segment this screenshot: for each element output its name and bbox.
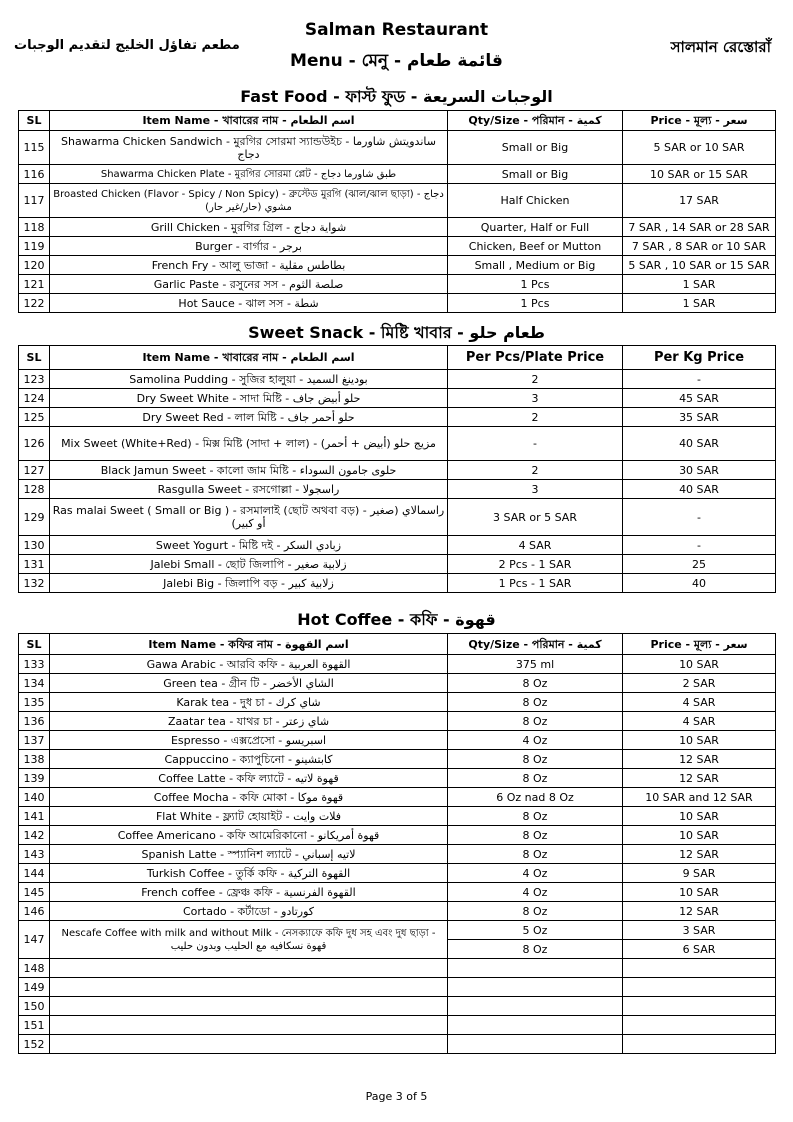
item-qty: 2 <box>448 461 623 480</box>
item-price: 12 SAR <box>623 845 776 864</box>
item-qty: 1 Pcs <box>448 294 623 313</box>
item-price: 6 SAR <box>623 940 776 959</box>
item-name: Coffee Americano - কফি আমেরিকানো - قهوة أمريكانو <box>50 826 448 845</box>
table-row <box>19 864 776 883</box>
item-qty: 3 <box>448 480 623 499</box>
item-qty: Half Chicken <box>448 184 623 218</box>
item-qty: Small , Medium or Big <box>448 256 623 275</box>
empty-cell <box>448 1016 623 1035</box>
item-name: Ras malai Sweet ( Small or Big ) - রসমালাই (ছোট অথবা বড়) - راسمالاي (صغير أو كبير) <box>50 499 448 536</box>
item-qty: 8 Oz <box>448 807 623 826</box>
item-name: Coffee Latte - কফি ল্যাটে - قهوة لاتيه <box>50 769 448 788</box>
section-title-sweet-snack: Sweet Snack - মিষ্টি খাবার - طعام حلو <box>248 323 545 342</box>
table-row <box>19 370 776 389</box>
item-name: Black Jamun Sweet - কালো জাম মিষ্টি - حلوى جامون السوداء <box>50 461 448 480</box>
sweet-snack-table <box>18 345 776 593</box>
item-price: 1 SAR <box>623 275 776 294</box>
row-sl: 148 <box>19 959 50 978</box>
column-header-item-name: Item Name - খাবারের নাম - اسم الطعام <box>50 111 448 131</box>
column-header-item-name: Item Name - কফির নাম - اسم القهوة <box>50 634 448 655</box>
hot-coffee-table <box>18 633 776 1054</box>
item-name: Jalebi Big - জিলাপি বড় - زلابية كبير <box>50 574 448 593</box>
empty-cell <box>623 959 776 978</box>
row-sl: 146 <box>19 902 50 921</box>
row-sl: 122 <box>19 294 50 313</box>
column-header-price: Price - মূল্য - سعر <box>623 111 776 131</box>
table-row <box>19 731 776 750</box>
item-price: 4 SAR <box>623 712 776 731</box>
item-qty: Small or Big <box>448 131 623 165</box>
bengali-restaurant-name: সালমান রেস্তোরাঁ <box>670 38 771 56</box>
item-name: Samolina Pudding - সুজির হালুয়া - بودينغ السميد <box>50 370 448 389</box>
page-header <box>0 18 793 74</box>
item-qty: 3 SAR or 5 SAR <box>448 499 623 536</box>
row-sl: 130 <box>19 536 50 555</box>
row-sl: 123 <box>19 370 50 389</box>
item-qty: 8 Oz <box>448 712 623 731</box>
table-row <box>19 921 776 940</box>
item-name: Shawarma Chicken Plate - মুরগির সোরমা প্লেট - طبق شاورما دجاج <box>50 165 448 184</box>
row-sl: 132 <box>19 574 50 593</box>
row-sl: 136 <box>19 712 50 731</box>
item-price: 10 SAR <box>623 883 776 902</box>
table-row <box>19 480 776 499</box>
item-price: 35 SAR <box>623 408 776 427</box>
row-sl: 124 <box>19 389 50 408</box>
item-qty: 375 ml <box>448 655 623 674</box>
item-name: Zaatar tea - যাথর চা - شاي زعتر <box>50 712 448 731</box>
item-name: Cortado - কর্টাডো - كورتادو <box>50 902 448 921</box>
row-sl: 137 <box>19 731 50 750</box>
column-header-item-name: Item Name - খাবারের নাম - اسم الطعام <box>50 346 448 370</box>
column-header-sl: SL <box>19 634 50 655</box>
empty-cell <box>50 1016 448 1035</box>
row-sl: 135 <box>19 693 50 712</box>
table-row <box>19 712 776 731</box>
row-sl: 143 <box>19 845 50 864</box>
item-price: 10 SAR or 15 SAR <box>623 165 776 184</box>
item-name: French coffee - ফ্রেঞ্চ কফি - القهوة الفرنسية <box>50 883 448 902</box>
row-sl: 147 <box>19 921 50 959</box>
item-price: 17 SAR <box>623 184 776 218</box>
item-qty: 8 Oz <box>448 826 623 845</box>
table-row <box>19 218 776 237</box>
page-number: Page 3 of 5 <box>365 1090 428 1103</box>
column-header-sl: SL <box>19 346 50 370</box>
arabic-restaurant-name: مطعم تفاؤل الخليج لتقديم الوجبات <box>14 38 240 53</box>
item-qty: 5 Oz <box>448 921 623 940</box>
empty-table-row <box>19 1016 776 1035</box>
item-name: Jalebi Small - ছোট জিলাপি - زلابية صغير <box>50 555 448 574</box>
row-sl: 149 <box>19 978 50 997</box>
row-sl: 141 <box>19 807 50 826</box>
item-price: 10 SAR <box>623 655 776 674</box>
row-sl: 120 <box>19 256 50 275</box>
row-sl: 121 <box>19 275 50 294</box>
item-price: - <box>623 370 776 389</box>
item-name: Spanish Latte - স্প্যানিশ ল্যাটে - لاتيه إسباني <box>50 845 448 864</box>
item-qty: 2 <box>448 408 623 427</box>
row-sl: 139 <box>19 769 50 788</box>
item-name: Flat White - ফ্ল্যাট হোয়াইট - فلات وايت <box>50 807 448 826</box>
empty-cell <box>623 997 776 1016</box>
section-title-fast-food: Fast Food - ফাস্ট ফুড - الوجبات السريعة <box>240 87 553 106</box>
empty-cell <box>50 997 448 1016</box>
item-qty: 4 SAR <box>448 536 623 555</box>
item-price: 10 SAR <box>623 731 776 750</box>
item-price: 40 SAR <box>623 480 776 499</box>
table-row <box>19 750 776 769</box>
item-name: Coffee Mocha - কফি মোকা - قهوة موكا <box>50 788 448 807</box>
item-qty: 2 <box>448 370 623 389</box>
row-sl: 134 <box>19 674 50 693</box>
item-qty: Small or Big <box>448 165 623 184</box>
item-price: 2 SAR <box>623 674 776 693</box>
item-price: - <box>623 536 776 555</box>
empty-cell <box>50 978 448 997</box>
item-price: 5 SAR , 10 SAR or 15 SAR <box>623 256 776 275</box>
item-qty: 3 <box>448 389 623 408</box>
table-row <box>19 184 776 218</box>
table-row <box>19 807 776 826</box>
row-sl: 144 <box>19 864 50 883</box>
item-price: 30 SAR <box>623 461 776 480</box>
empty-cell <box>623 978 776 997</box>
row-sl: 118 <box>19 218 50 237</box>
item-price: 5 SAR or 10 SAR <box>623 131 776 165</box>
item-price: 4 SAR <box>623 693 776 712</box>
table-row <box>19 256 776 275</box>
item-qty: 4 Oz <box>448 864 623 883</box>
item-name: Turkish Coffee - তুর্কি কফি - القهوة التركية <box>50 864 448 883</box>
table-row <box>19 655 776 674</box>
column-header-per-kg-price: Per Kg Price <box>623 346 776 370</box>
table-row <box>19 788 776 807</box>
item-price: 45 SAR <box>623 389 776 408</box>
row-sl: 116 <box>19 165 50 184</box>
item-qty: 6 Oz nad 8 Oz <box>448 788 623 807</box>
item-qty: 8 Oz <box>448 845 623 864</box>
row-sl: 127 <box>19 461 50 480</box>
item-price: 7 SAR , 8 SAR or 10 SAR <box>623 237 776 256</box>
empty-cell <box>448 1035 623 1054</box>
row-sl: 150 <box>19 997 50 1016</box>
item-name: Dry Sweet Red - লাল মিষ্টি - حلو أحمر جاف <box>50 408 448 427</box>
table-row <box>19 769 776 788</box>
empty-table-row <box>19 978 776 997</box>
item-name: Karak tea - দুধ চা - شاي كرك <box>50 693 448 712</box>
item-name: Broasted Chicken (Flavor - Spicy / Non Spicy) - ব্রুস্টেড মুরগি (ঝাল/ঝাল ছাড়া) - دجاج مشوي (حار/غير حار) <box>50 184 448 218</box>
row-sl: 119 <box>19 237 50 256</box>
item-name: Sweet Yogurt - মিষ্টি দই - زبادي السكر <box>50 536 448 555</box>
item-price: 40 <box>623 574 776 593</box>
row-sl: 128 <box>19 480 50 499</box>
table-row <box>19 555 776 574</box>
table-row <box>19 427 776 461</box>
table-row <box>19 674 776 693</box>
item-price: 25 <box>623 555 776 574</box>
fast-food-table <box>18 110 776 313</box>
item-name: Hot Sauce - ঝাল সস - شطة <box>50 294 448 313</box>
item-name: Espresso - এক্সপ্রেসো - اسبريسو <box>50 731 448 750</box>
item-price: 40 SAR <box>623 427 776 461</box>
item-name: Burger - বার্গার - برجر <box>50 237 448 256</box>
empty-cell <box>448 978 623 997</box>
item-qty: 8 Oz <box>448 940 623 959</box>
row-sl: 151 <box>19 1016 50 1035</box>
table-row <box>19 165 776 184</box>
table-row <box>19 902 776 921</box>
empty-cell <box>448 997 623 1016</box>
item-name: Nescafe Coffee with milk and without Milk - নেসক্যাফে কফি দুধ সহ এবং দুধ ছাড়া - قهوة نسكافيه مع الحليب وبدون حليب <box>50 921 448 959</box>
item-name: Mix Sweet (White+Red) - মিক্স মিষ্টি (সাদা + লাল) - مزيج حلو (أبيض + أحمر) <box>50 427 448 461</box>
table-row <box>19 389 776 408</box>
table-row <box>19 693 776 712</box>
item-qty: 8 Oz <box>448 902 623 921</box>
menu-title: Menu - মেনু - قائمة طعام <box>290 51 503 71</box>
item-price: - <box>623 499 776 536</box>
item-name: Cappuccino - ক্যাপুচিনো - كابتشينو <box>50 750 448 769</box>
empty-table-row <box>19 959 776 978</box>
item-price: 9 SAR <box>623 864 776 883</box>
item-name: Green tea - গ্রীন টি - الشاي الأخضر <box>50 674 448 693</box>
empty-cell <box>50 959 448 978</box>
row-sl: 117 <box>19 184 50 218</box>
table-row <box>19 131 776 165</box>
item-qty: 8 Oz <box>448 769 623 788</box>
row-sl: 126 <box>19 427 50 461</box>
item-qty: Quarter, Half or Full <box>448 218 623 237</box>
item-name: Rasgulla Sweet - রসগোল্লা - راسجولا <box>50 480 448 499</box>
item-qty: 2 Pcs - 1 SAR <box>448 555 623 574</box>
row-sl: 152 <box>19 1035 50 1054</box>
empty-table-row <box>19 1035 776 1054</box>
row-sl: 140 <box>19 788 50 807</box>
table-row <box>19 499 776 536</box>
item-price: 10 SAR and 12 SAR <box>623 788 776 807</box>
item-price: 1 SAR <box>623 294 776 313</box>
empty-cell <box>623 1016 776 1035</box>
empty-cell <box>448 959 623 978</box>
table-row <box>19 461 776 480</box>
item-qty: 1 Pcs - 1 SAR <box>448 574 623 593</box>
row-sl: 129 <box>19 499 50 536</box>
empty-table-row <box>19 997 776 1016</box>
item-qty: 4 Oz <box>448 883 623 902</box>
column-header-per-pcs-price: Per Pcs/Plate Price <box>448 346 623 370</box>
table-row <box>19 574 776 593</box>
row-sl: 142 <box>19 826 50 845</box>
item-qty: 8 Oz <box>448 674 623 693</box>
item-name: Gawa Arabic - আরবি কফি - القهوة العربية <box>50 655 448 674</box>
table-row <box>19 883 776 902</box>
item-price: 12 SAR <box>623 769 776 788</box>
item-name: Garlic Paste - রসুনের সস - صلصة الثوم <box>50 275 448 294</box>
item-qty: 4 Oz <box>448 731 623 750</box>
item-price: 12 SAR <box>623 902 776 921</box>
column-header-price: Price - মূল্য - سعر <box>623 634 776 655</box>
table-row <box>19 845 776 864</box>
item-price: 12 SAR <box>623 750 776 769</box>
section-title-hot-coffee: Hot Coffee - কফি - قهوة <box>297 610 496 629</box>
column-header-sl: SL <box>19 111 50 131</box>
column-header-qty: Qty/Size - পরিমান - كمية <box>448 634 623 655</box>
item-price: 3 SAR <box>623 921 776 940</box>
item-qty: 8 Oz <box>448 750 623 769</box>
table-row <box>19 237 776 256</box>
item-qty: 1 Pcs <box>448 275 623 294</box>
row-sl: 145 <box>19 883 50 902</box>
item-price: 10 SAR <box>623 807 776 826</box>
column-header-qty: Qty/Size - পরিমান - كمية <box>448 111 623 131</box>
item-price: 7 SAR , 14 SAR or 28 SAR <box>623 218 776 237</box>
empty-cell <box>50 1035 448 1054</box>
row-sl: 133 <box>19 655 50 674</box>
row-sl: 138 <box>19 750 50 769</box>
row-sl: 125 <box>19 408 50 427</box>
row-sl: 115 <box>19 131 50 165</box>
item-name: French Fry - আলু ভাজা - بطاطس مقلية <box>50 256 448 275</box>
item-name: Grill Chicken - মুরগির গ্রিল - شواية دجاج <box>50 218 448 237</box>
item-price: 10 SAR <box>623 826 776 845</box>
table-row <box>19 408 776 427</box>
table-row <box>19 826 776 845</box>
item-name: Dry Sweet White - সাদা মিষ্টি - حلو أبيض جاف <box>50 389 448 408</box>
item-qty: - <box>448 427 623 461</box>
table-row <box>19 275 776 294</box>
table-row <box>19 294 776 313</box>
item-qty: Chicken, Beef or Mutton <box>448 237 623 256</box>
empty-cell <box>623 1035 776 1054</box>
restaurant-title: Salman Restaurant <box>304 20 489 40</box>
item-name: Shawarma Chicken Sandwich - মুরগির সোরমা স্যান্ডউইচ - ساندويتش شاورما دجاج <box>50 131 448 165</box>
row-sl: 131 <box>19 555 50 574</box>
table-row <box>19 536 776 555</box>
item-qty: 8 Oz <box>448 693 623 712</box>
